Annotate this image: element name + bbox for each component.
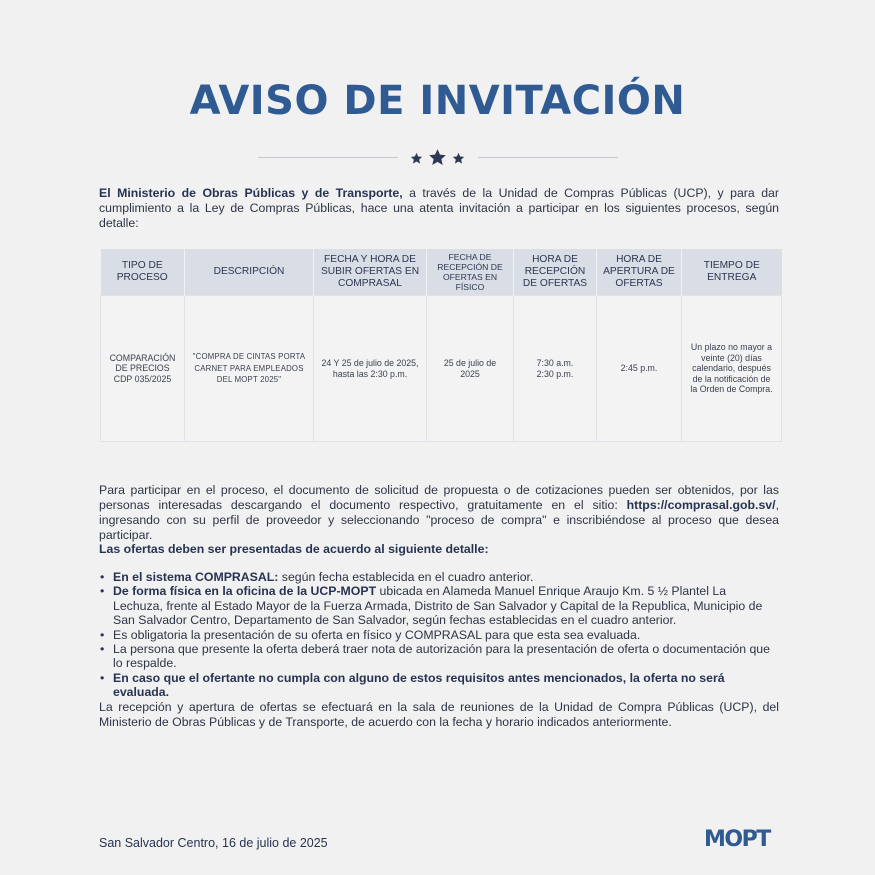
list-item-text: según fecha establecida en el cuadro anterior. <box>278 570 534 584</box>
cell-hora-recepcion <box>514 296 597 442</box>
offers-list <box>99 570 779 700</box>
star-icon <box>452 152 465 165</box>
participation-text: Para participar en el proceso, el documento de solicitud de propuesta o de cotizaciones pueden ser obtenidos, por las personas interesadas descargando el documento respectivo, gratuitamente en el sitio: <box>99 483 779 512</box>
table-row <box>101 296 782 442</box>
hora-recepcion-2: 2:30 p.m. <box>536 368 574 379</box>
cell-hora-apertura: 2:45 p.m. <box>597 296 682 442</box>
cell-fecha-fisico: 25 de julio de 2025 <box>427 296 514 442</box>
header-tiempo-entrega: TIEMPO DE ENTREGA <box>682 249 782 296</box>
star-icon <box>410 152 423 165</box>
offers-heading: Las ofertas deben ser presentadas de acuerdo al siguiente detalle: <box>99 542 489 556</box>
page-title: AVISO DE INVITACIÓN <box>189 78 686 124</box>
process-table <box>100 249 782 442</box>
table-header-row <box>101 249 782 296</box>
header-fecha-subir: FECHA Y HORA DE SUBIR OFERTAS EN COMPRASAL <box>314 249 427 296</box>
header-tipo: TIPO DE PROCESO <box>101 249 185 296</box>
comprasal-link[interactable]: https://comprasal.gob.sv/ <box>626 498 776 512</box>
cell-descripcion <box>185 296 314 442</box>
list-item <box>99 671 779 700</box>
list-item-bold: En el sistema COMPRASAL: <box>113 570 279 584</box>
closing-paragraph: La recepción y apertura de ofertas se efectuará en la sala de reuniones de la Unidad de Compra Públicas (UCP), del Ministerio de Obras Públicas y de Transporte, de acuerdo con la fecha y horario indicados anteriormente. <box>99 700 779 729</box>
header-descripcion: DESCRIPCIÓN <box>185 249 314 296</box>
list-item-text: La persona que presente la oferta deberá traer nota de autorización para la presentación de oferta o documentación que lo respalde. <box>113 642 770 671</box>
hora-recepcion-1: 7:30 a.m. <box>536 358 574 368</box>
list-item <box>99 628 779 642</box>
list-item-bold: De forma física en la oficina de la UCP-MOPT <box>113 584 377 599</box>
intro-paragraph <box>99 186 779 231</box>
list-item <box>99 642 779 671</box>
cell-descripcion-text: "COMPRA DE CINTAS PORTA CARNET PARA EMPLEADOS DEL MOPT 2025" <box>192 352 306 385</box>
cell-tipo: COMPARACIÓN DE PRECIOS CDP 035/2025 <box>101 296 185 442</box>
cell-tiempo-entrega: Un plazo no mayor a veinte (20) días calendario, después de la notificación de la Orden de Compra. <box>682 296 782 442</box>
cell-fecha-subir: 24 Y 25 de julio de 2025, hasta las 2:30 p.m. <box>314 296 427 442</box>
list-item-bold: En caso que el ofertante no cumpla con alguno de estos requisitos antes mencionados, la oferta no será evaluada. <box>113 670 725 700</box>
logo-text: MOPT <box>704 827 770 849</box>
divider-line-left <box>258 157 398 158</box>
intro-text: a través de la Unidad de Compras Públicas (UCP), y para dar cumplimiento a la Ley de Compras Públicas, hace una atenta invitación a participar en los siguientes procesos, según detalle: <box>99 186 779 230</box>
divider-line-right <box>478 157 618 158</box>
participation-text-after: , ingresando con su perfil de proveedor y seleccionando "proceso de compra" e inscribiéndose al proceso que desea participar. <box>99 498 779 542</box>
stars-ornament <box>408 147 468 169</box>
header-fecha-fisico: FECHA DE RECEPCIÓN DE OFERTAS EN FÍSICO <box>427 249 514 296</box>
star-icon <box>428 148 447 167</box>
footer-date: San Salvador Centro, 16 de julio de 2025 <box>99 836 328 850</box>
mopt-logo <box>704 825 776 849</box>
title-divider <box>258 147 618 169</box>
list-item-text: Es obligatoria la presentación de su oferta en físico y COMPRASAL para que esta sea evaluada. <box>113 627 641 642</box>
list-item <box>99 570 779 584</box>
intro-lead: El Ministerio de Obras Públicas y de Transporte, <box>99 186 403 200</box>
list-item <box>99 584 779 627</box>
participation-paragraph <box>99 483 779 543</box>
header-hora-recepcion: HORA DE RECEPCIÓN DE OFERTAS <box>514 249 597 296</box>
header-hora-apertura: HORA DE APERTURA DE OFERTAS <box>597 249 682 296</box>
list-item-text: ubicada en Alameda Manuel Enrique Araujo Km. 5 ½ Plantel La Lechuza, frente al Estado Mayor de la Fuerza Armada, Distrito de San Salvador y Capital de la Republica, Municipio de San Salvador Centro, Departamento de San Salvador, según fechas establecidas en el cuadro anterior. <box>113 584 763 628</box>
